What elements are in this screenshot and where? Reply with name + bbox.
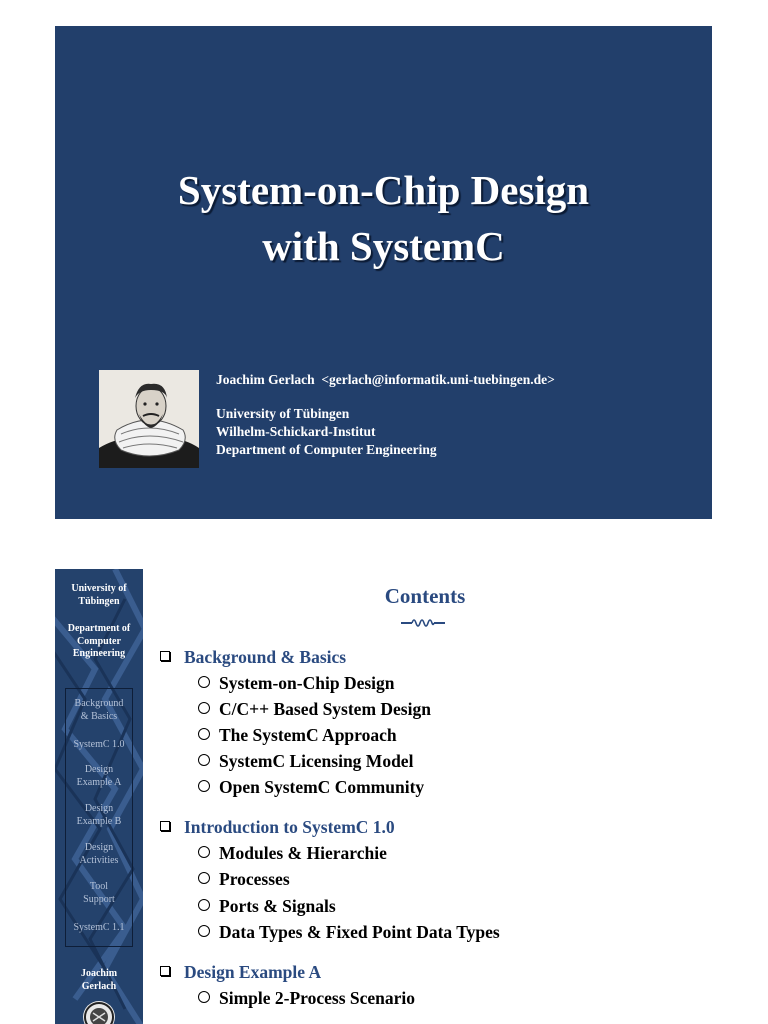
circle-bullet-icon — [198, 754, 210, 766]
list-item: Open SystemC Community — [198, 777, 424, 798]
circle-bullet-icon — [198, 872, 210, 884]
list-item: The SystemC Approach — [198, 725, 397, 746]
presentation-title — [55, 162, 712, 274]
affiliation-institute: Wilhelm-Schickard-Institut — [216, 424, 376, 439]
list-item: Modules & Hierarchie — [198, 843, 387, 864]
sidebar-author: Joachim Gerlach — [80, 968, 118, 992]
sidebar-item-background[interactable]: Background & Basics — [74, 698, 124, 722]
circle-bullet-icon — [198, 728, 210, 740]
author-name: Joachim Gerlach — [216, 372, 315, 387]
title-line-1: System-on-Chip Design — [177, 167, 590, 213]
square-bullet-icon — [160, 966, 170, 976]
section-design-example-a: Design Example A — [160, 962, 321, 983]
sidebar — [55, 569, 143, 1024]
circle-bullet-icon — [198, 991, 210, 1003]
circle-bullet-icon — [198, 925, 210, 937]
circle-bullet-icon — [198, 702, 210, 714]
list-item: Ports & Signals — [198, 896, 336, 917]
list-item: SystemC Licensing Model — [198, 751, 413, 772]
circle-bullet-icon — [198, 846, 210, 858]
circle-bullet-icon — [198, 676, 210, 688]
list-item: Processes — [198, 869, 290, 890]
title-line-2: with SystemC — [262, 223, 505, 269]
portrait-image — [99, 370, 199, 468]
author-email: <gerlach@informatik.uni-tuebingen.de> — [321, 372, 555, 387]
square-bullet-icon — [160, 651, 170, 661]
list-item: Simple 2-Process Scenario — [198, 988, 415, 1009]
contents-heading: Contents — [384, 584, 466, 608]
section-introduction-systemc: Introduction to SystemC 1.0 — [160, 817, 395, 838]
list-item: System-on-Chip Design — [198, 673, 395, 694]
circle-bullet-icon — [198, 899, 210, 911]
sidebar-item-systemc-10[interactable]: SystemC 1.0 — [73, 739, 125, 750]
section-background-basics: Background & Basics — [160, 647, 346, 668]
sidebar-item-design-example-a[interactable]: Design Example A — [76, 764, 122, 788]
affiliation-university: University of Tübingen — [216, 406, 350, 421]
author-block — [216, 371, 555, 459]
square-bullet-icon — [160, 821, 170, 831]
sidebar-item-design-activities[interactable]: Design Activities — [79, 842, 119, 866]
author-line — [216, 371, 555, 389]
sidebar-item-design-example-b[interactable]: Design Example B — [76, 803, 122, 827]
affiliation-department: Department of Computer Engineering — [216, 442, 437, 457]
list-item: Data Types & Fixed Point Data Types — [198, 922, 500, 943]
sidebar-department: Department of Computer Engineering — [67, 623, 131, 659]
sidebar-item-systemc-11[interactable]: SystemC 1.1 — [73, 922, 125, 933]
circle-bullet-icon — [198, 780, 210, 792]
list-item: C/C++ Based System Design — [198, 699, 431, 720]
sidebar-item-tool-support[interactable]: Tool Support — [83, 881, 115, 905]
sidebar-university: University of Tübingen — [71, 583, 127, 607]
title-slide — [55, 26, 712, 519]
ornament-icon — [400, 616, 446, 630]
